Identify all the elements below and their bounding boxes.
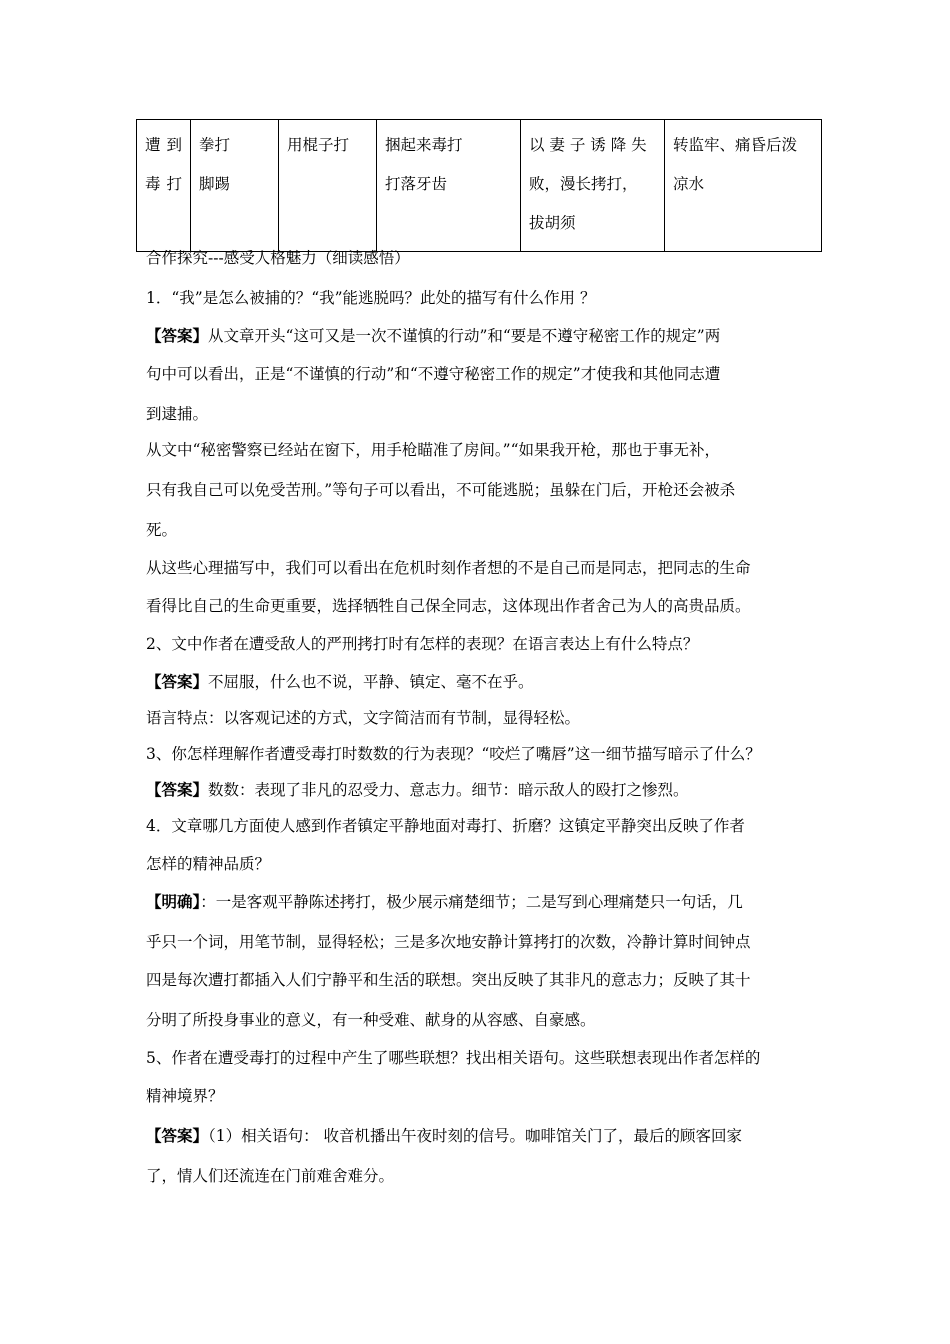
question-2: 2、文中作者在遭受敌人的严刑拷打时有怎样的表现？在语言表达上有什么特点？ xyxy=(146,635,699,653)
answer-label: 【答案】 xyxy=(146,326,209,345)
answer-4-line-1: 【明确】：一是客观平静陈述拷打，极少展示痛楚细节；二是写到心理痛楚只一句话，几 xyxy=(146,892,743,911)
answer-1-line-7: 从这些心理描写中，我们可以看出在危机时刻作者想的不是自己而是同志，把同志的生命 xyxy=(146,559,751,577)
answer-label: 【答案】 xyxy=(146,672,209,691)
answer-label: 【明确】 xyxy=(146,892,201,911)
beating-table xyxy=(136,119,822,252)
answer-1-line-6: 死。 xyxy=(146,521,178,539)
question-5-line-1: 5、作者在遭受毒打的过程中产生了哪些联想？找出相关语句。这些联想表现出作者怎样的 xyxy=(146,1049,761,1067)
answer-1-line-3: 到逮捕。 xyxy=(146,405,209,423)
question-3: 3、你怎样理解作者遭受毒打时数数的行为表现？“咬烂了嘴唇”这一细节描写暗示了什么？ xyxy=(146,745,761,763)
answer-4-line-2: 乎只一个词，用笔节制，显得轻松；三是多次地安静计算拷打的次数，冷静计算时间钟点 xyxy=(146,933,751,951)
answer-4-line-3: 四是每次遭打都插入人们宁静平和生活的联想。突出反映了其非凡的意志力；反映了其十 xyxy=(146,971,751,989)
answer-1-line-4: 从文中“秘密警察已经站在窗下，用手枪瞄准了房间。”“如果我开枪，那也于事无补， xyxy=(146,441,721,459)
question-1: 1．“我”是怎么被捕的？“我”能逃脱吗？此处的描写有什么作用 ？ xyxy=(146,289,596,307)
question-4-line-2: 怎样的精神品质？ xyxy=(146,855,271,873)
answer-2: 【答案】不屈服，什么也不说，平静、镇定、毫不在乎。 xyxy=(146,672,534,691)
answer-3: 【答案】数数：表现了非凡的忍受力、意志力。细节：暗示敌人的殴打之惨烈。 xyxy=(146,780,689,799)
answer-1-line-1: 【答案】从文章开头“这可又是一次不谨慎的行动”和“要是不遵守秘密工作的规定”两 xyxy=(146,326,721,345)
table-cell-3: 用棍子打 xyxy=(279,120,377,252)
answer-2-feature: 语言特点：以客观记述的方式，文字简洁而有节制，显得轻松。 xyxy=(146,709,581,727)
table-cell-5: 以 妻 子 诱 降 失 败，漫长拷打， 拔胡须 xyxy=(521,120,665,252)
question-4-line-1: 4．文章哪几方面使人感到作者镇定平静地面对毒打、折磨？这镇定平静突出反映了作者 xyxy=(146,817,745,835)
table-cell-6: 转监牢、痛昏后泼 凉水 xyxy=(665,120,822,252)
answer-label: 【答案】 xyxy=(146,1126,209,1145)
answer-1-line-8: 看得比自己的生命更重要，选择牺牲自己保全同志，这体现出作者舍己为人的高贵品质。 xyxy=(146,597,751,615)
answer-label: 【答案】 xyxy=(146,780,209,799)
section-title: 合作探究---感受人格魅力（细读感悟） xyxy=(146,249,410,267)
question-5-line-2: 精神境界？ xyxy=(146,1087,224,1105)
answer-4-line-4: 分明了所投身事业的意义，有一种受难、献身的从容感、自豪感。 xyxy=(146,1011,596,1029)
table-cell-4: 捆起来毒打 打落牙齿 xyxy=(377,120,521,252)
answer-1-line-5: 只有我自己可以免受苦刑。”等句子可以看出，不可能逃脱；虽躲在门后，开枪还会被杀 xyxy=(146,481,736,499)
answer-5-line-1: 【答案】（1）相关语句： 收音机播出午夜时刻的信号。咖啡馆关门了，最后的顾客回家 xyxy=(146,1126,743,1145)
answer-1-line-2: 句中可以看出，正是“不谨慎的行动”和“不遵守秘密工作的规定”才使我和其他同志遭 xyxy=(146,365,721,383)
table-row xyxy=(137,120,822,252)
table-cell-1: 遭 到 毒打 xyxy=(137,120,191,252)
answer-5-line-2: 了，情人们还流连在门前难舍难分。 xyxy=(146,1167,395,1185)
table-cell-2: 拳打 脚踢 xyxy=(191,120,279,252)
